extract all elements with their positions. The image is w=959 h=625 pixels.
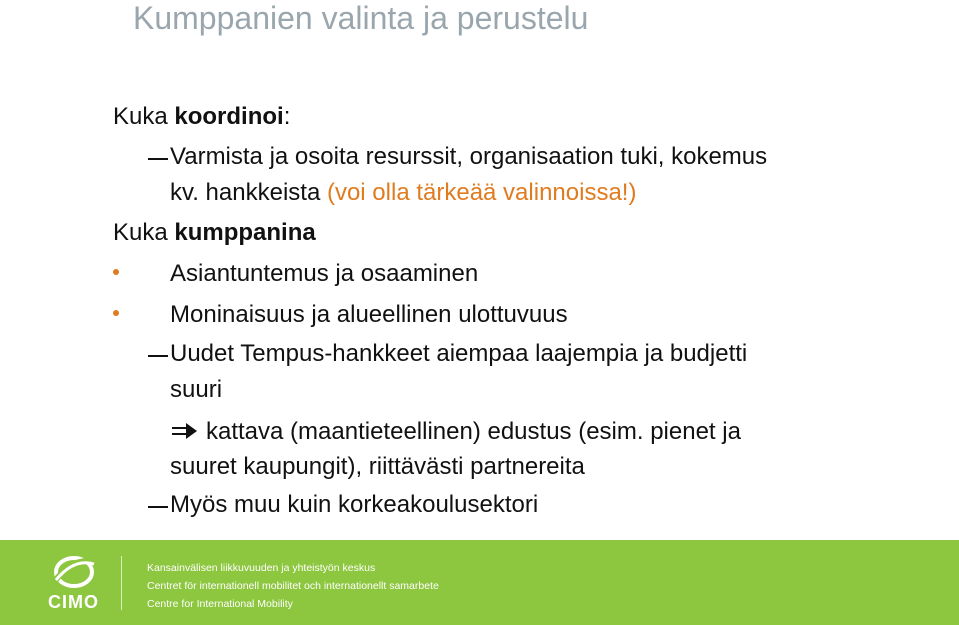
dash-marker-1 [148,158,168,160]
coordinator-detail-line1: Varmista ja osoita resurssit, organisaation tuki, kokemus [170,143,768,170]
other-sector-line: Myös muu kuin korkeakoulusektori [170,491,539,518]
bullet-dot-1 [113,269,119,275]
coordinator-prefix: Kuka [113,103,175,130]
bullet-item-expertise: Asiantuntemus ja osaaminen [170,260,479,287]
coordinator-suffix: : [283,103,291,130]
tempus-line1: Uudet Tempus-hankkeet aiempaa laajempia ja budjetti [170,340,748,367]
dash-marker-3 [148,506,168,508]
bullet-item-diversity: Moninaisuus ja alueellinen ulottuvuus [170,301,568,328]
coordinator-bold: koordinoi [174,103,284,130]
coordinator-detail-line2 [170,181,636,205]
partner-prefix: Kuka [113,219,175,246]
bullet-dot-2 [113,310,119,316]
coordinator-heading [113,105,290,129]
cimo-logo-text: CIMO [48,592,99,612]
arrow-line1: kattava (maantieteellinen) edustus (esim. pienet ja [206,418,741,445]
footer-bar [0,540,959,625]
partner-bold: kumppanina [174,219,316,246]
arrow-right-icon [170,422,200,442]
coordinator-detail-note: (voi olla tärkeää valinnoissa!) [326,179,637,206]
coordinator-detail-plain: kv. hankkeista [170,179,327,206]
footer-line-english: Centre for International Mobility [147,598,293,610]
footer-divider [121,556,122,610]
cimo-logo-icon [50,552,98,592]
arrow-line2: suuret kaupungit), riittävästi partnereita [170,453,585,480]
footer-line-finnish: Kansainvälisen liikkuvuuden ja yhteistyön keskus [147,562,376,574]
footer-line-swedish: Centret för internationell mobilitet och internationellt samarbete [147,580,439,592]
partner-heading [113,221,316,245]
slide-title: Kumppanien valinta ja perustelu [133,0,589,36]
dash-marker-2 [148,355,168,357]
tempus-line2: suuri [170,376,223,403]
